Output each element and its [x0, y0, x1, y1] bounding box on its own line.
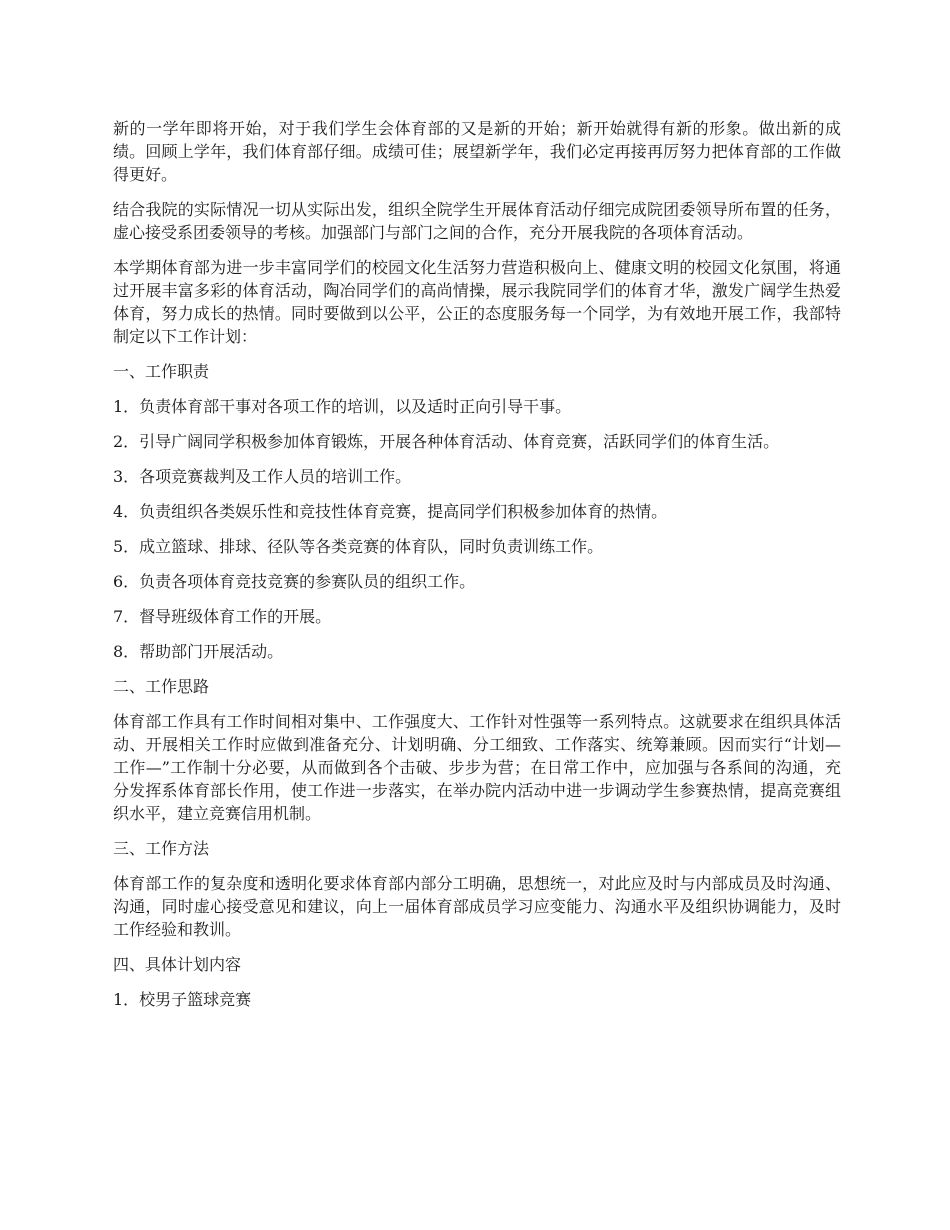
intro-paragraph: 新的一学年即将开始，对于我们学生会体育部的又是新的开始；新开始就得有新的形象。做出新的成绩。回顾上学年，我们体育部仔细。成绩可佳；展望新学年，我们必定再接再厉努力把体育部的工作做得更好。 — [113, 119, 841, 184]
duty-item: 3．各项竞赛裁判及工作人员的培训工作。 — [113, 467, 412, 486]
section-heading-duties: 一、工作职责 — [113, 362, 210, 381]
duty-item: 5．成立篮球、排球、径队等各类竞赛的体育队，同时负责训练工作。 — [113, 537, 604, 556]
duty-item: 7．督导班级体育工作的开展。 — [113, 607, 332, 626]
context-paragraph: 结合我院的实际情况一切从实际出发，组织全院学生开展体育活动仔细完成院团委领导所布置的任务，虚心接受系团委领导的考核。加强部门与部门之间的合作，充分开展我院的各项体育活动。 — [113, 200, 841, 242]
duty-item: 2．引导广阔同学积极参加体育锻炼，开展各种体育活动、体育竞赛，活跃同学们的体育生活。 — [113, 432, 780, 451]
plan-item: 1．校男子篮球竞赛 — [113, 990, 252, 1009]
section-heading-plan: 四、具体计划内容 — [113, 955, 242, 974]
duty-item: 4．负责组织各类娱乐性和竞技性体育竞赛，提高同学们积极参加体育的热情。 — [113, 502, 668, 521]
section-heading-method: 三、工作方法 — [113, 839, 210, 858]
duty-item: 1．负责体育部干事对各项工作的培训，以及适时正向引导干事。 — [113, 397, 572, 416]
goal-paragraph: 本学期体育部为进一步丰富同学们的校园文化生活努力营造积极向上、健康文明的校园文化氛围，将通过开展丰富多彩的体育活动，陶冶同学们的高尚情操，展示我院同学们的体育才华，激发广阔学生热爱体育，努力成长的热情。同时要做到以公平，公正的态度服务每一个同学，为有效地开展工作，我部特制定以下工作计划： — [113, 258, 841, 346]
document-page — [113, 117, 841, 1023]
approach-paragraph: 体育部工作具有工作时间相对集中、工作强度大、工作针对性强等一系列特点。这就要求在组织具体活动、开展相关工作时应做到准备充分、计划明确、分工细致、工作落实、统筹兼顾。因而实行“计划—工作—”工作制十分必要，从而做到各个击破、步步为营；在日常工作中，应加强与各系间的沟通，充分发挥系体育部长作用，使工作进一步落实，在举办院内活动中进一步调动学生参赛热情，提高竞赛组织水平，建立竞赛信用机制。 — [113, 712, 841, 823]
duty-item: 6．负责各项体育竞技竞赛的参赛队员的组织工作。 — [113, 572, 476, 591]
method-paragraph: 体育部工作的复杂度和透明化要求体育部内部分工明确，思想统一，对此应及时与内部成员及时沟通、沟通，同时虚心接受意见和建议，向上一届体育部成员学习应变能力、沟通水平及组织协调能力，及时工作经验和教训。 — [113, 874, 841, 939]
duty-item: 8．帮助部门开展活动。 — [113, 642, 284, 661]
section-heading-approach: 二、工作思路 — [113, 677, 210, 696]
